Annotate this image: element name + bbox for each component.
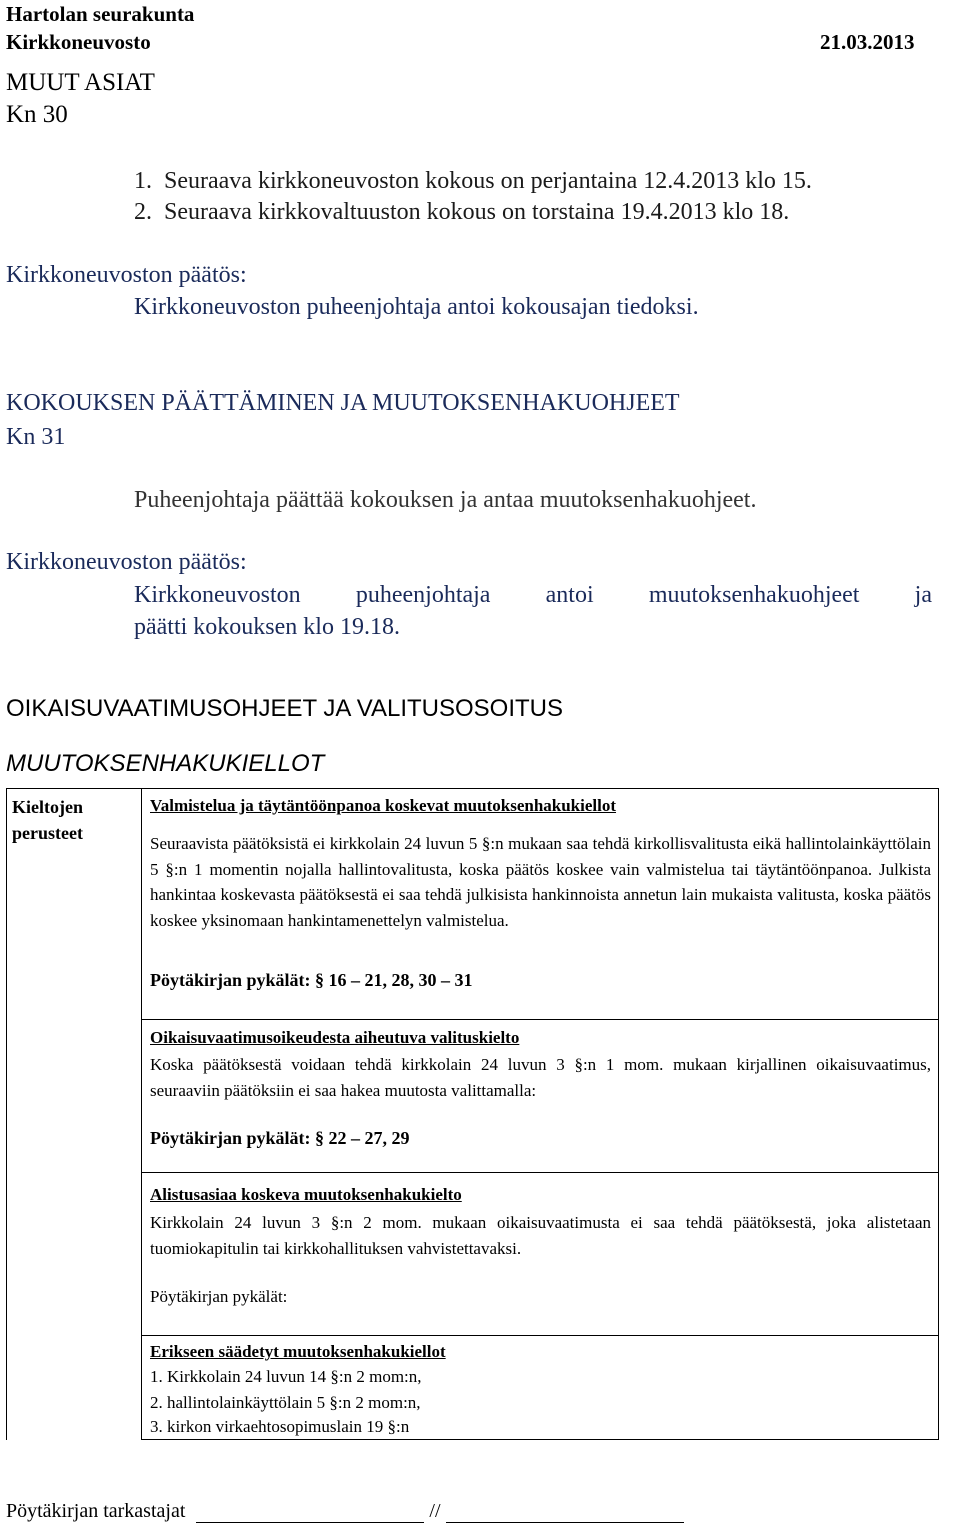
- appeal-title: OIKAISUVAATIMUSOHJEET JA VALITUSOSOITUS: [6, 695, 564, 722]
- sections-value: § 22 – 27, 29: [315, 1128, 410, 1148]
- decision-label: Kirkkoneuvoston päätös:: [6, 549, 247, 575]
- block-heading: Erikseen säädetyt muutoksenhakukiellot: [150, 1342, 446, 1361]
- section-title-muut: MUUT ASIAT: [6, 69, 155, 96]
- list-item: 2. hallintolainkäyttölain 5 §:n 2 mom:n,: [150, 1393, 421, 1412]
- decision-text-line1: [134, 582, 932, 609]
- organization-name: Hartolan seurakunta: [6, 2, 195, 26]
- word: Kirkkoneuvoston: [134, 582, 301, 608]
- sections-label: Pöytäkirjan pykälät:: [150, 1287, 288, 1306]
- list-item: 1. Kirkkolain 24 luvun 14 §:n 2 mom:n,: [150, 1367, 422, 1386]
- footer-signature-line: [6, 1500, 684, 1523]
- sections-value: § 16 – 21, 28, 30 – 31: [315, 970, 473, 990]
- table-row-divider: [141, 1335, 939, 1336]
- section-number-kn31: Kn 31: [6, 424, 66, 450]
- block-text: Seuraavista päätöksistä ei kirkkolain 24 luvun 5 §:n mukaan saa tehdä kirkollisvalitusta eikä hallintolainkäyttölain 5 §:n 1 momentin nojalla hallintovalitusta, koska päätös koskee vain valmistelua tai täytäntöönpanoa. Julkista hankintaa koskevasta päätöksestä ei saa tehdä julkisista hankinnoista annetun lain mukaista valitusta, koska päätös koskee yksinomaan hankintamenettelyn valmistelua.: [150, 834, 931, 931]
- left-label-line2: perusteet: [12, 823, 83, 843]
- word: ja: [914, 582, 932, 608]
- sections-label: Pöytäkirjan pykälät:: [150, 1128, 311, 1148]
- block-heading: Alistusasiaa koskeva muutoksenhakukielto: [150, 1185, 462, 1204]
- sections-line: [150, 1128, 410, 1149]
- table-row-divider: [141, 1172, 939, 1173]
- signature-line: [196, 1502, 424, 1523]
- decision-label: Kirkkoneuvoston päätös:: [6, 262, 247, 288]
- block-heading: Oikaisuvaatimusoikeudesta aiheutuva valituskielto: [150, 1028, 520, 1047]
- word: muutoksenhakuohjeet: [648, 582, 860, 608]
- decision-text: Kirkkoneuvoston puheenjohtaja antoi kokousajan tiedoksi.: [134, 294, 699, 320]
- decision-text-line2: päätti kokouksen klo 19.18.: [134, 614, 400, 640]
- block-text: Koska päätöksestä voidaan tehdä kirkkolain 24 luvun 3 §:n 1 mom. mukaan kirjallinen oikaisuvaatimus, seuraaviin päätöksiin ei saa hakea muutosta valittamalla:: [150, 1055, 931, 1100]
- list-item: 2. Seuraava kirkkovaltuuston kokous on torstaina 19.4.2013 klo 18.: [134, 199, 790, 225]
- block-heading: Valmistelua ja täytäntöönpanoa koskevat muutoksenhakukiellot: [150, 796, 617, 815]
- closing-text: Puheenjohtaja päättää kokouksen ja antaa muutoksenhakuohjeet.: [134, 487, 757, 513]
- word: antoi: [545, 582, 594, 608]
- footer-label: Pöytäkirjan tarkastajat: [6, 1500, 186, 1522]
- left-label-line1: Kieltojen: [12, 797, 83, 817]
- word: puheenjohtaja: [355, 582, 491, 608]
- footer-separator: //: [429, 1500, 441, 1522]
- section-number-kn30: Kn 30: [6, 101, 68, 128]
- table-bottom-border: [141, 1439, 939, 1440]
- table-left-border: [6, 788, 7, 1440]
- sections-label: Pöytäkirjan pykälät:: [150, 970, 311, 990]
- signature-line: [446, 1502, 684, 1523]
- sections-line: [150, 970, 473, 991]
- appeal-subtitle: MUUTOKSENHAKUKIELLOT: [6, 750, 325, 777]
- block-text: Kirkkolain 24 luvun 3 §:n 2 mom. mukaan oikaisuvaatimusta ei saa tehdä päätöksestä, joka alistetaan tuomiokapitulin tai kirkkohallituksen vahvistettavaksi.: [150, 1213, 931, 1258]
- body-name: Kirkkoneuvosto: [6, 30, 151, 54]
- table-row-divider: [141, 1019, 939, 1020]
- section-title-closing: KOKOUKSEN PÄÄTTÄMINEN JA MUUTOKSENHAKUOHJEET: [6, 390, 680, 416]
- table-column-divider: [141, 788, 142, 1440]
- meeting-date: 21.03.2013: [820, 30, 915, 54]
- table-right-border: [938, 788, 939, 1440]
- table-top-border: [6, 788, 939, 789]
- list-item: 3. kirkon virkaehtosopimuslain 19 §:n: [150, 1417, 410, 1436]
- list-item: 1. Seuraava kirkkoneuvoston kokous on perjantaina 12.4.2013 klo 15.: [134, 168, 812, 194]
